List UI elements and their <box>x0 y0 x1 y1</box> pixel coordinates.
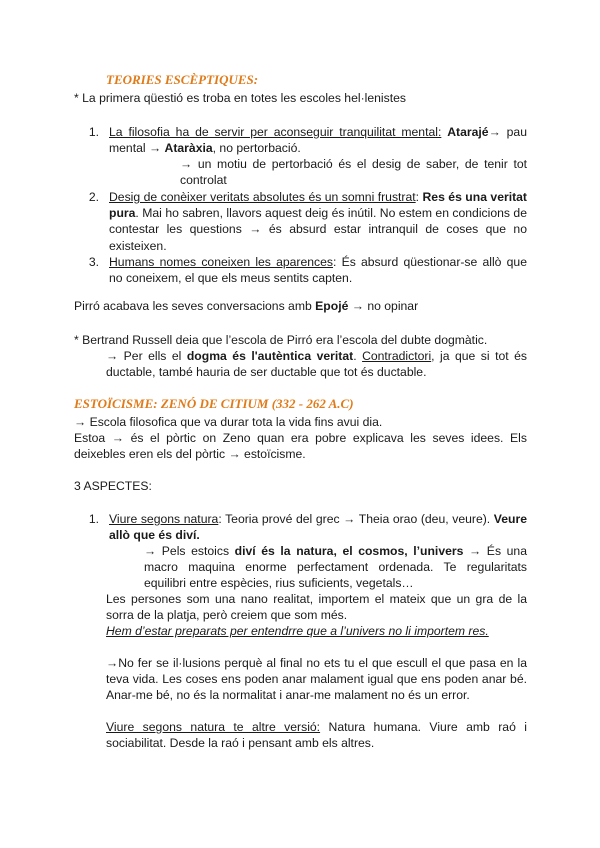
paragraph: → Escola filosofica que va durar tota la vida fins avui dia. <box>74 415 383 429</box>
list-item: Viure segons natura: Teoria prové del grec → Theia orao (deu, veure). Veure allò que és diví. <box>109 512 527 543</box>
paragraph: Les persones som una nano realitat, importem el mateix que un gra de la sorra de la platja, però creiem que som més. <box>106 592 527 623</box>
estoicisme-heading: ESTOÏCISME: ZENÓ DE CITIUM (332 - 262 A.C) <box>74 396 354 411</box>
intro-note: * La primera qüestió es troba en totes les escoles hel·lenistes <box>74 91 406 105</box>
paragraph-emphasis: Hem d’estar preparats per entendrre que a l’univers no li importem res. <box>106 624 489 638</box>
list-number: 3. <box>88 255 99 269</box>
list-item: Desig de conèixer veritats absolutes és un somni frustrat: Res és una veritat pura. Mai ho sabren, llavors aquest deig és inútil. No estem en condicions de contestar les questions → és absurd estar intranquil de coses que no existeixen. <box>109 190 527 253</box>
paragraph: Viure segons natura te altre versió: Natura humana. Viure amb raó i sociabilitat. Desde la raó i pensant amb els altres. <box>106 720 528 751</box>
paragraph: Estoa → és el pòrtic on Zeno quan era pobre explicava les seves idees. Els deixebles eren els del pòrtic → estoïcisme. <box>74 431 527 462</box>
pirro-paragraph: Pirró acabava les seves conversacions amb Epojé → no opinar <box>74 299 419 313</box>
list-number: 1. <box>88 512 99 526</box>
list-number: 1. <box>88 125 99 139</box>
russell-note: * Bertrand Russell deia que l’escola de Pirró era l’escola del dubte dogmàtic. <box>74 333 488 347</box>
teories-heading: TEORIES ESCÈPTIQUES: <box>106 72 259 87</box>
russell-subitem: → Per ells el dogma és l'autèntica veritat. Contradictori, ja que si tot és ductable, també hauria de ser ductable que tot és ductable. <box>106 349 527 380</box>
list-subitem: → Pels estoics diví és la natura, el cosmos, l’univers → És una macro maquina enorme perfectament ordenada. Te regularitats equilibri entre espècies, rius suficients, vegetals… <box>144 544 527 591</box>
list-item: La filosofia ha de servir per aconseguir tranquilitat mental: Atarajé→ pau mental → Ataràxia, no pertorbació. <box>109 125 527 156</box>
paragraph: →No fer se il·lusions perquè al final no ets tu el que escull el que pasa en la teva vida. Les coses ens poden anar malament igual que ens poden anar bé. Anar-me bé, no és la normalitat i anar-me malament no és un error. <box>106 656 527 703</box>
list-number: 2. <box>88 190 99 204</box>
list-item: Humans nomes coneixen les aparences: És absurd qüestionar-se allò que no coneixem, el que els meus sentits capten. <box>109 255 527 286</box>
list-subitem: → un motiu de pertorbació és el desig de saber, de tenir tot controlat <box>180 157 527 188</box>
aspectes-label: 3 ASPECTES: <box>74 479 152 493</box>
